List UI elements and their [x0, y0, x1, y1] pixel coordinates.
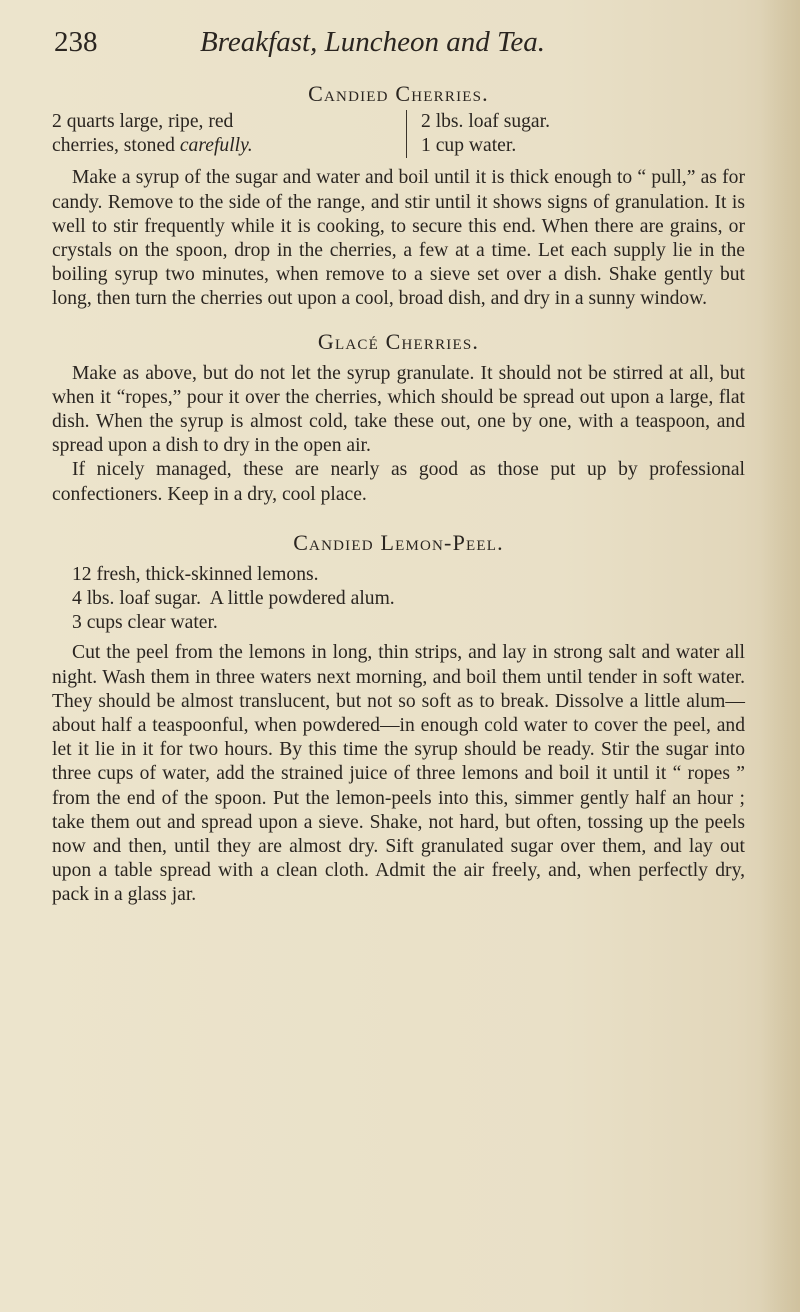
page-header [54, 22, 740, 62]
ingredients-column-left [52, 110, 407, 158]
page-number: 238 [54, 26, 98, 58]
page-content [52, 80, 745, 908]
page-edge-shading [760, 0, 800, 1312]
ingredient-line: 1 cup water. [421, 135, 517, 157]
ingredient-line: 12 fresh, thick-skinned lemons. [72, 563, 319, 585]
ingredient-line [52, 134, 394, 158]
section-title-candied-lemon-peel: Candied Lemon-Peel. [293, 529, 504, 555]
ingredient-line: 2 quarts large, ripe, red [52, 111, 234, 132]
paragraph: If nicely managed, these are nearly as good as those put up by professional confectioners. Keep in a dry, cool place. [52, 459, 745, 505]
paragraph: Cut the peel from the lemons in long, thin strips, and lay in strong salt and water all night. Wash them in three waters next morning, and boil them until tender in soft water. They should be almost translucent, but not so soft as to break. Dissolve a little alum—about half a teaspoonful, when powdered—in enough cold water to cover the peel, and let it lie in it for two hours. By this time the syrup should be ready. Stir the sugar into three cups of water, add the strained juice of three lemons and boil it until it “ ropes ” from the end of the spoon. Put the lemon-peels into this, simmer gently half an hour ; take them out and spread upon a sieve. Shake, not hard, but often, tossing up the peels now and then, until they are almost dry. Sift granulated sugar over them, and lay out upon a table spread with a clean cloth. Admit the air freely, and, when perfectly dry, pack in a glass jar. [52, 642, 745, 906]
section-title-glace-cherries: Glacé Cherries. [317, 328, 480, 354]
paragraph: Make a syrup of the sugar and water and boil until it is thick enough to “ pull,” as for candy. Remove to the side of the range, and stir until it shows signs of granulation. It is well to stir frequently while it is cooking, to secure this end. When there are grains, or crystals on the spoon, drop in the cherries, a few at a time. Let each supply lie in the boiling syrup two minutes, when remove to a sieve set over a dish. Shake gently but long, then turn the cherries out upon a cool, broad dish, and dry in a sunny window. [52, 167, 745, 310]
paragraph: Make as above, but do not let the syrup granulate. It should not be stirred at all, but when it “ropes,” pour it over the cherries, which should be spread out upon a large, flat dish. When the syrup is almost cold, take these out, one by one, with a teaspoon, and spread upon a dish to dry in the open air. [52, 362, 745, 457]
section-title-candied-cherries: Candied Cherries. [308, 81, 489, 106]
ingredient-line: 4 lbs. loaf sugar. A little powdered alum. [72, 588, 395, 610]
ingredients-table [52, 110, 745, 158]
ingredient-italic-text: carefully. [179, 135, 253, 157]
ingredient-line: 3 cups clear water. [72, 612, 218, 634]
ingredient-line: 2 lbs. loaf sugar. [421, 111, 550, 132]
running-title: Breakfast, Luncheon and Tea. [200, 26, 546, 58]
ingredient-text: cherries, stoned [52, 135, 180, 157]
ingredients-column-right [407, 110, 550, 158]
